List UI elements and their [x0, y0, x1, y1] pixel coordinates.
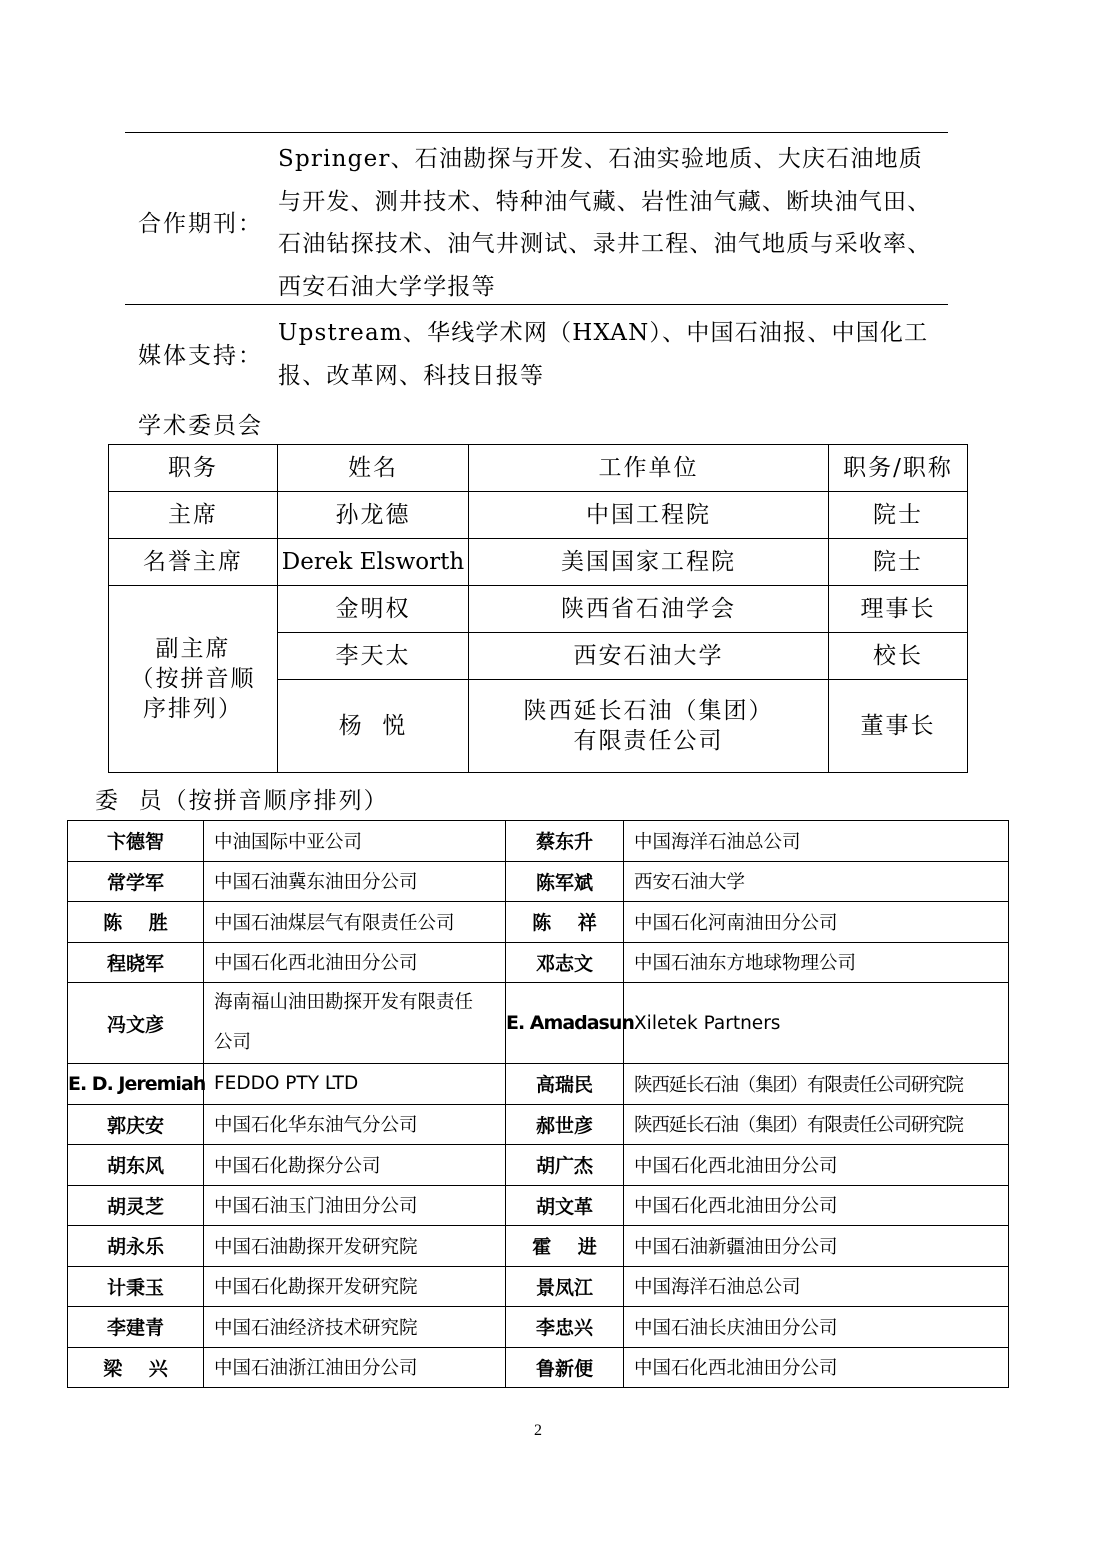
journals-line: 西安石油大学学报等 — [278, 273, 496, 300]
member-name: 鲁新便 — [506, 1347, 624, 1388]
member-row — [68, 902, 1009, 943]
vice-role-line: （按拼音顺 — [130, 666, 256, 692]
journals-line: Springer、石油勘探与开发、石油实验地质、大庆石油地质 — [278, 146, 923, 172]
member-name: 梁 兴 — [68, 1347, 204, 1388]
member-row — [68, 1266, 1009, 1307]
member-name: 程晓军 — [68, 942, 204, 983]
member-org: 中油国际中亚公司 — [204, 821, 506, 862]
member-org — [204, 983, 506, 1064]
committee-name: 孙龙德 — [278, 492, 469, 539]
member-name: 胡灵芝 — [68, 1185, 204, 1226]
member-name: E. Amadasun — [506, 983, 624, 1064]
member-org: 中国石油煤层气有限责任公司 — [204, 902, 506, 943]
committee-org: 陕西省石油学会 — [469, 586, 829, 633]
committee-table — [108, 444, 968, 773]
member-name: E. D. Jeremiah — [68, 1064, 204, 1105]
member-org: 陕西延长石油（集团）有限责任公司研究院 — [624, 1064, 1009, 1105]
committee-title-cell: 理事长 — [829, 586, 968, 633]
org-line: 海南福山油田勘探开发有限责任 — [214, 992, 474, 1013]
member-name: 胡文革 — [506, 1185, 624, 1226]
journals-label: 合作期刊： — [138, 211, 263, 237]
media-label: 媒体支持： — [138, 343, 263, 369]
header-cell: 职务 — [109, 445, 278, 492]
member-name: 蔡东升 — [506, 821, 624, 862]
member-name: 景凤江 — [506, 1266, 624, 1307]
vice-role-line: 序排列） — [143, 696, 243, 722]
member-name: 高瑞民 — [506, 1064, 624, 1105]
member-org: 陕西延长石油（集团）有限责任公司研究院 — [624, 1104, 1009, 1145]
member-org: 中国石化西北油田分公司 — [624, 1185, 1009, 1226]
member-org: 中国石油长庆油田分公司 — [624, 1307, 1009, 1348]
member-org: 中国石化华东油气分公司 — [204, 1104, 506, 1145]
member-row — [68, 861, 1009, 902]
committee-row — [109, 539, 968, 586]
member-name: 陈 胜 — [68, 902, 204, 943]
member-org: 中国石油冀东油田分公司 — [204, 861, 506, 902]
vice-chair-role — [109, 586, 278, 773]
member-org: 中国石化勘探分公司 — [204, 1145, 506, 1186]
org-line: 陕西延长石油（集团） — [523, 698, 774, 724]
header-cell: 职务/职称 — [829, 445, 968, 492]
committee-org: 西安石油大学 — [469, 633, 829, 680]
committee-title: 学术委员会 — [138, 413, 263, 439]
committee-name: 金明权 — [278, 586, 469, 633]
committee-row — [109, 492, 968, 539]
member-org: FEDDO PTY LTD — [204, 1064, 506, 1105]
page-number: 2 — [534, 1422, 542, 1439]
member-org: 中国石化西北油田分公司 — [624, 1145, 1009, 1186]
committee-title-cell: 院士 — [829, 492, 968, 539]
member-org: 中国石油玉门油田分公司 — [204, 1185, 506, 1226]
member-name: 胡广杰 — [506, 1145, 624, 1186]
middle-rule — [125, 304, 948, 305]
member-org: 中国石油勘探开发研究院 — [204, 1226, 506, 1267]
member-row — [68, 1064, 1009, 1105]
member-name: 李忠兴 — [506, 1307, 624, 1348]
member-org: 中国石化勘探开发研究院 — [204, 1266, 506, 1307]
member-org: 中国石油东方地球物理公司 — [624, 942, 1009, 983]
journals-line: 石油钻探技术、油气井测试、录井工程、油气地质与采收率、 — [278, 231, 932, 257]
member-name: 常学军 — [68, 861, 204, 902]
committee-name: 杨 悦 — [278, 680, 469, 773]
member-row — [68, 1185, 1009, 1226]
member-name: 霍 进 — [506, 1226, 624, 1267]
member-org: 中国石化西北油田分公司 — [204, 942, 506, 983]
member-name: 郝世彦 — [506, 1104, 624, 1145]
member-name: 卞德智 — [68, 821, 204, 862]
member-org: 中国石化河南油田分公司 — [624, 902, 1009, 943]
member-org: 中国海洋石油总公司 — [624, 1266, 1009, 1307]
org-line: 有限责任公司 — [573, 728, 724, 754]
committee-name: Derek Elsworth — [278, 539, 469, 586]
member-org: 西安石油大学 — [624, 861, 1009, 902]
media-text — [278, 312, 950, 397]
org-line: 公司 — [214, 1032, 252, 1053]
member-row — [68, 1145, 1009, 1186]
member-org: 中国石油经济技术研究院 — [204, 1307, 506, 1348]
member-row — [68, 942, 1009, 983]
committee-header-row — [109, 445, 968, 492]
member-row — [68, 1307, 1009, 1348]
member-org: 中国石油新疆油田分公司 — [624, 1226, 1009, 1267]
committee-row — [109, 586, 968, 633]
member-name: 胡东风 — [68, 1145, 204, 1186]
member-name: 郭庆安 — [68, 1104, 204, 1145]
member-row — [68, 1104, 1009, 1145]
committee-role: 主席 — [109, 492, 278, 539]
member-name: 计秉玉 — [68, 1266, 204, 1307]
committee-org: 美国国家工程院 — [469, 539, 829, 586]
member-name: 胡永乐 — [68, 1226, 204, 1267]
member-name: 李建青 — [68, 1307, 204, 1348]
committee-title-cell: 院士 — [829, 539, 968, 586]
member-org: 中国石油浙江油田分公司 — [204, 1347, 506, 1388]
member-row — [68, 1226, 1009, 1267]
vice-role-line: 副主席 — [155, 636, 231, 662]
members-title: 委 员（按拼音顺序排列） — [95, 788, 389, 814]
members-table — [67, 820, 1009, 1388]
member-name: 陈军斌 — [506, 861, 624, 902]
journals-line: 与开发、测井技术、特种油气藏、岩性油气藏、断块油气田、 — [278, 188, 932, 215]
member-org: 中国海洋石油总公司 — [624, 821, 1009, 862]
committee-org — [469, 680, 829, 773]
header-cell: 姓名 — [278, 445, 469, 492]
member-name: 陈 祥 — [506, 902, 624, 943]
member-org: 中国石化西北油田分公司 — [624, 1347, 1009, 1388]
media-line: 报、改革网、科技日报等 — [278, 362, 545, 389]
member-row — [68, 983, 1009, 1064]
header-cell: 工作单位 — [469, 445, 829, 492]
committee-title-cell: 校长 — [829, 633, 968, 680]
committee-name: 李天太 — [278, 633, 469, 680]
media-line: Upstream、华线学术网（HXAN）、中国石油报、中国化工 — [278, 320, 929, 346]
member-row — [68, 821, 1009, 862]
top-rule — [125, 132, 948, 133]
member-org: Xiletek Partners — [624, 983, 1009, 1064]
journals-text — [278, 138, 950, 308]
committee-role: 名誉主席 — [109, 539, 278, 586]
committee-title-cell: 董事长 — [829, 680, 968, 773]
member-name: 邓志文 — [506, 942, 624, 983]
member-name: 冯文彦 — [68, 983, 204, 1064]
member-row — [68, 1347, 1009, 1388]
committee-org: 中国工程院 — [469, 492, 829, 539]
